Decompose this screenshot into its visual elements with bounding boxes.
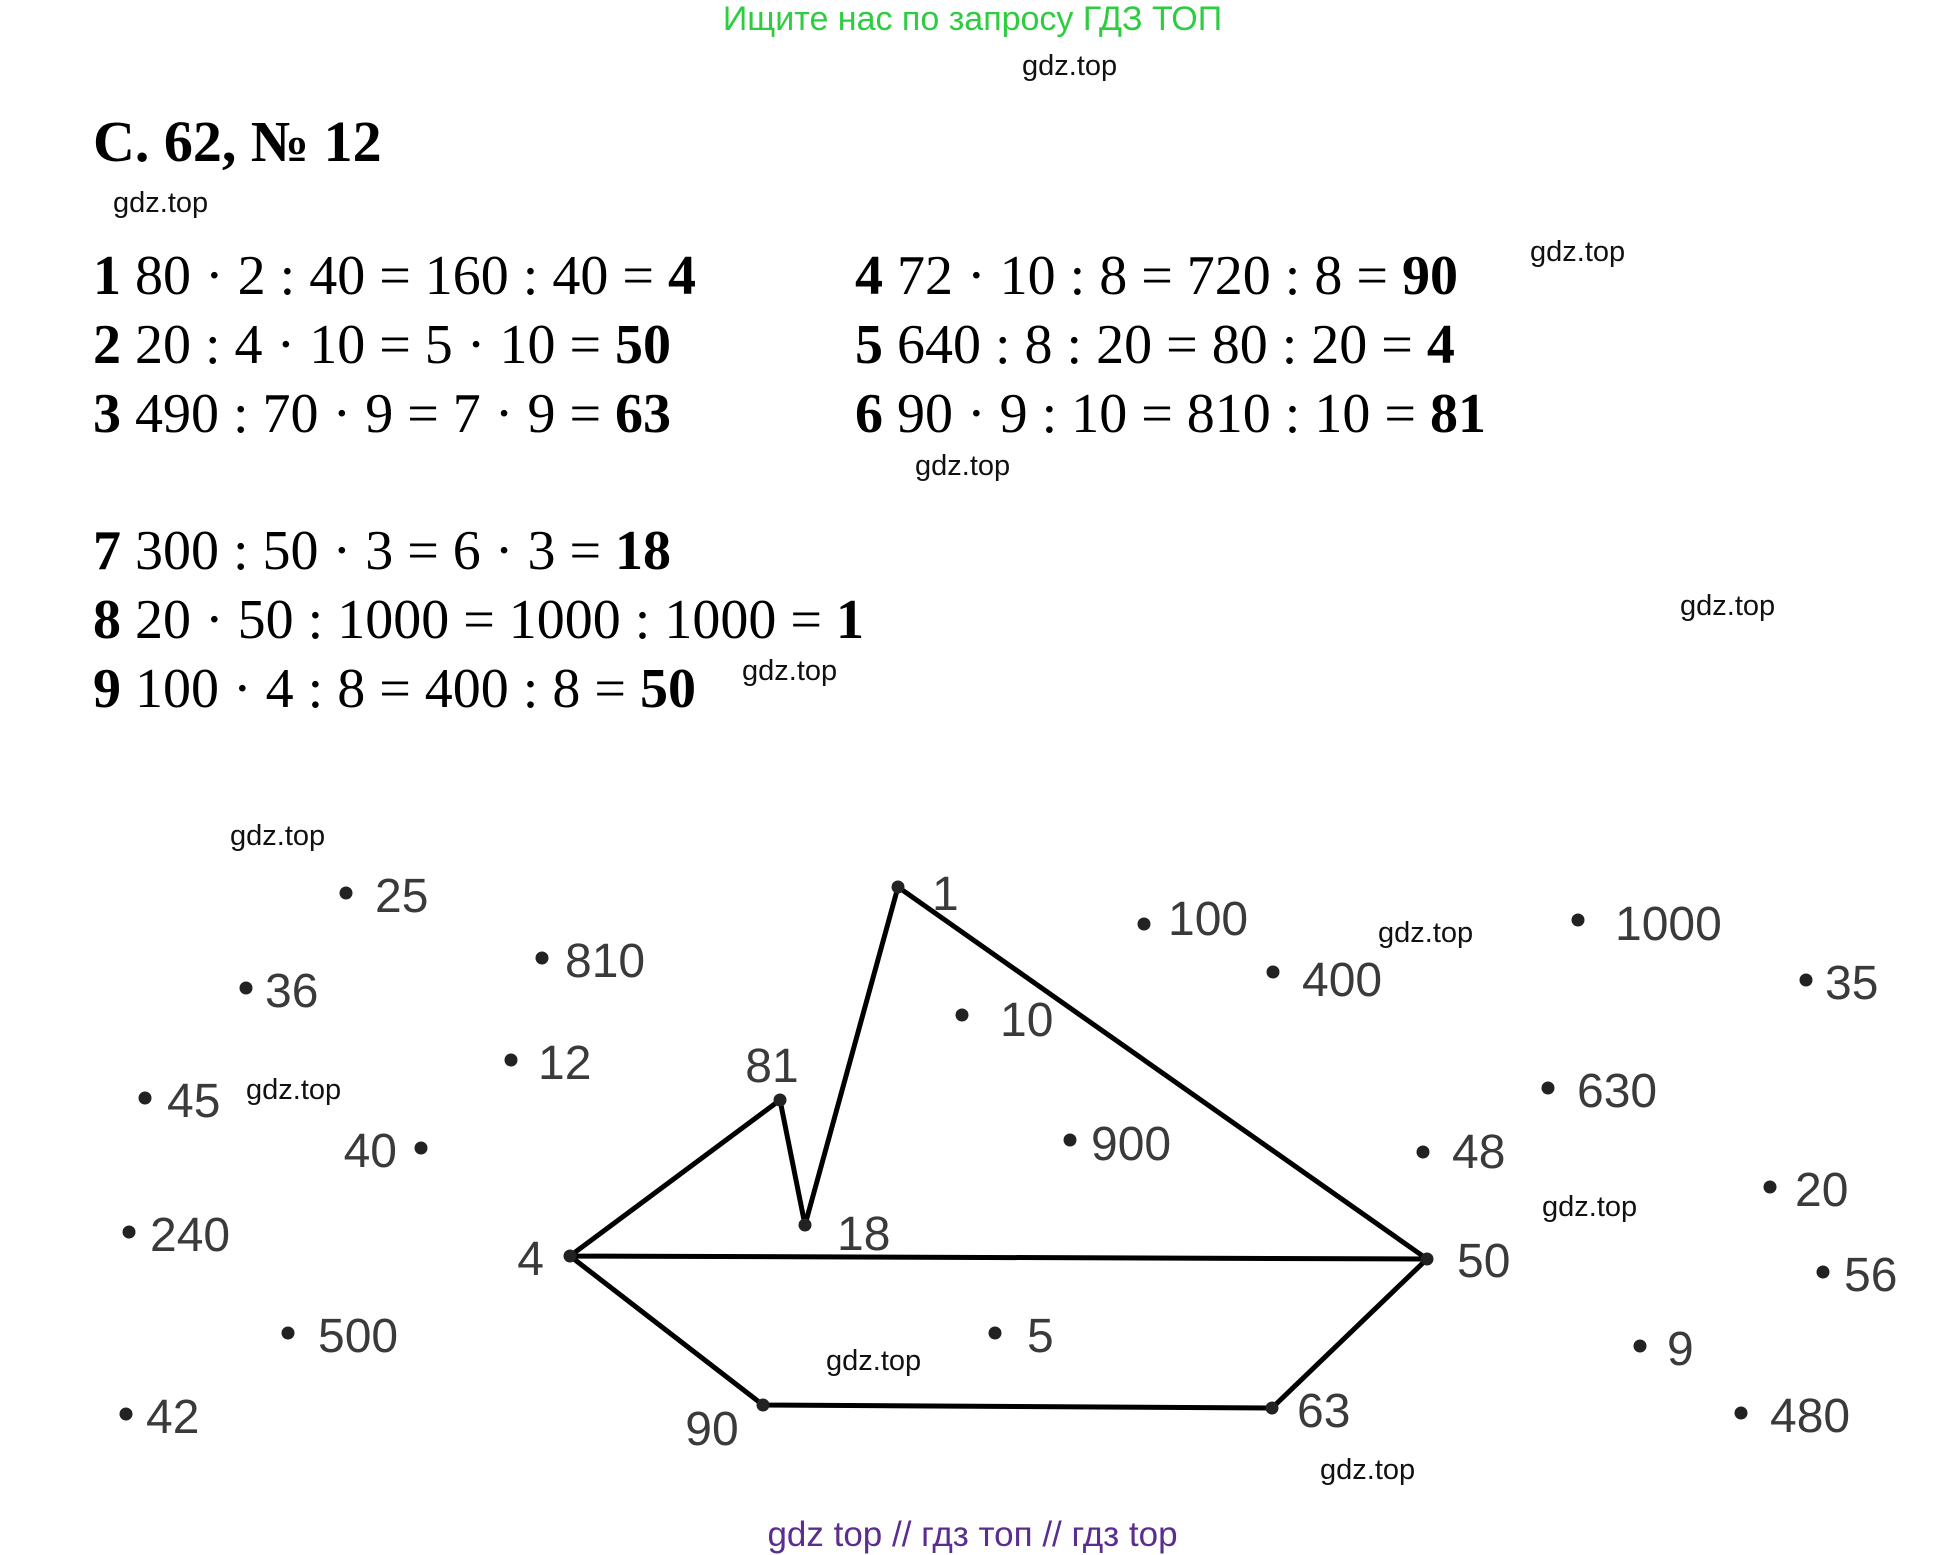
puzzle-dot (956, 1009, 969, 1022)
puzzle-dot-label: 9 (1667, 1323, 1694, 1376)
puzzle-dot-label: 63 (1297, 1385, 1351, 1438)
puzzle-dots (120, 868, 1898, 1456)
puzzle-dot-label: 4 (517, 1233, 544, 1286)
puzzle-dot (757, 1399, 770, 1412)
puzzle-dot-label: 20 (1795, 1164, 1849, 1217)
puzzle-dot-label: 18 (837, 1208, 891, 1261)
puzzle-dot (340, 887, 353, 900)
puzzle-dot (799, 1219, 812, 1232)
equation-answer: 81 (1429, 383, 1486, 445)
puzzle-dot (536, 952, 549, 965)
equation-expression: 490 : 70 · 9 = 7 · 9 = (135, 383, 602, 445)
puzzle-dot-label: 35 (1825, 957, 1879, 1010)
puzzle-dot (1266, 1402, 1279, 1415)
puzzle-dot (1542, 1082, 1555, 1095)
equation-number: 1 (93, 245, 121, 307)
puzzle-dot (1417, 1146, 1430, 1159)
puzzle-dot (1138, 918, 1151, 931)
equation-answer: 63 (615, 383, 672, 445)
puzzle-dot-label: 45 (167, 1075, 221, 1128)
equation-expression: 20 · 50 : 1000 = 1000 : 1000 = (135, 589, 822, 651)
puzzle-dot-label: 5 (1027, 1310, 1054, 1363)
watermark: gdz.top (1320, 1454, 1416, 1486)
watermark: gdz.top (1530, 236, 1626, 268)
equation-number: 4 (855, 245, 883, 307)
puzzle-dot (1572, 914, 1585, 927)
equation-number: 7 (93, 520, 121, 582)
puzzle-dot-label: 42 (146, 1391, 200, 1444)
equation-expression: 640 : 8 : 20 = 80 : 20 = (897, 314, 1413, 376)
footer-watermark: gdz top // гдз топ // гдз top (767, 1515, 1178, 1554)
watermark: gdz.top (1378, 917, 1474, 949)
puzzle-dot (1267, 966, 1280, 979)
puzzle-dot-label: 100 (1168, 893, 1249, 946)
puzzle-dot-label: 12 (538, 1037, 592, 1090)
watermark: gdz.top (826, 1345, 922, 1377)
puzzle-dot-label: 56 (1844, 1249, 1898, 1302)
puzzle-dot-label: 480 (1770, 1390, 1851, 1443)
puzzle-dot (415, 1142, 428, 1155)
puzzle-dot (989, 1327, 1002, 1340)
equation-expression: 100 · 4 : 8 = 400 : 8 = (135, 658, 626, 720)
equation-expression: 72 · 10 : 8 = 720 : 8 = (897, 245, 1388, 307)
watermark: gdz.top (1542, 1191, 1638, 1223)
puzzle-dot (505, 1054, 518, 1067)
puzzle-dot-label: 90 (685, 1403, 739, 1456)
watermark: gdz.top (742, 655, 838, 687)
watermark: gdz.top (230, 820, 326, 852)
equation-answer: 50 (615, 314, 672, 376)
equation-answer: 4 (1426, 314, 1455, 376)
puzzle-dot (892, 881, 905, 894)
equation-number: 2 (93, 314, 121, 376)
puzzle-dot (1421, 1253, 1434, 1266)
puzzle-dot-label: 81 (745, 1040, 799, 1093)
watermark: gdz.top (1680, 590, 1776, 622)
puzzle-dot-label: 1000 (1615, 898, 1722, 951)
equation-number: 9 (93, 658, 121, 720)
watermark: gdz.top (1022, 50, 1118, 82)
puzzle-dot (774, 1094, 787, 1107)
equation-number: 5 (855, 314, 883, 376)
watermark: gdz.top (246, 1074, 342, 1106)
puzzle-dot-label: 40 (343, 1125, 397, 1178)
puzzle-dot-label: 240 (150, 1209, 231, 1262)
puzzle-dot-label: 1 (932, 868, 959, 921)
puzzle-dot-label: 48 (1452, 1126, 1506, 1179)
puzzle-dot-label: 50 (1457, 1235, 1511, 1288)
puzzle-dot (1800, 974, 1813, 987)
puzzle-dot (1817, 1266, 1830, 1279)
equation-answer: 90 (1401, 245, 1458, 307)
equation-expression: 90 · 9 : 10 = 810 : 10 = (897, 383, 1416, 445)
puzzle-dot-label: 500 (318, 1310, 399, 1363)
equation-number: 3 (93, 383, 121, 445)
equation-number: 8 (93, 589, 121, 651)
puzzle-dot-label: 25 (375, 870, 429, 923)
equation-number: 6 (855, 383, 883, 445)
puzzle-dot (1634, 1340, 1647, 1353)
puzzle-dot-label: 900 (1091, 1118, 1172, 1171)
page-title: С. 62, № 12 (93, 109, 382, 174)
puzzle-dot (564, 1250, 577, 1263)
equation-answer: 1 (835, 589, 864, 651)
watermark: gdz.top (915, 450, 1011, 482)
puzzle-dot (1764, 1181, 1777, 1194)
puzzle-dot (120, 1408, 133, 1421)
equation-expression: 80 · 2 : 40 = 160 : 40 = (135, 245, 654, 307)
watermark: gdz.top (113, 187, 209, 219)
equation-answer: 50 (639, 658, 696, 720)
puzzle-dot (123, 1226, 136, 1239)
puzzle-dot (139, 1092, 152, 1105)
promo-banner: Ищите нас по запросу ГДЗ ТОП (722, 0, 1223, 38)
puzzle-dot (282, 1327, 295, 1340)
puzzle-dot-label: 810 (565, 935, 646, 988)
puzzle-dot-label: 630 (1577, 1065, 1658, 1118)
puzzle-dot-label: 36 (265, 965, 319, 1018)
equation-answer: 18 (615, 520, 672, 582)
equation-expression: 300 : 50 · 3 = 6 · 3 = (135, 520, 602, 582)
puzzle-dot (240, 982, 253, 995)
equation-answer: 4 (667, 245, 696, 307)
equation-expression: 20 : 4 · 10 = 5 · 10 = (135, 314, 602, 376)
puzzle-dot (1735, 1407, 1748, 1420)
puzzle-dot (1064, 1134, 1077, 1147)
puzzle-dot-label: 10 (1000, 994, 1054, 1047)
puzzle-dot-label: 400 (1302, 954, 1383, 1007)
